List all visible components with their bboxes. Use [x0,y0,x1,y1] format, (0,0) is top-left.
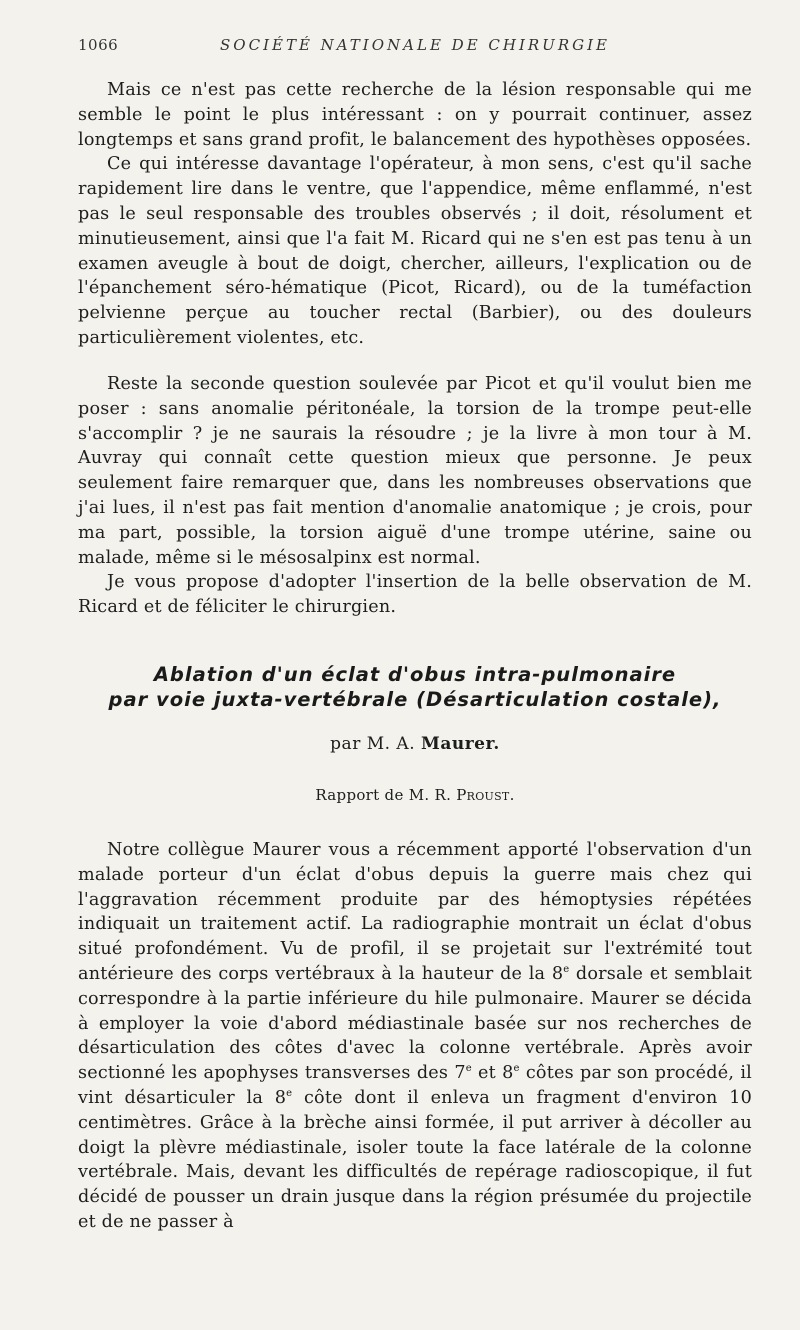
superscript: e [563,964,570,976]
running-title: SOCIÉTÉ NATIONALE DE CHIRURGIE [220,36,610,54]
text-run: dorsale et semblait correspondre à la partie inférieure du hile pulmonaire. Maurer se décida à employer la voie d'abord médiastinale basée sur nos recherches de désarticulation des côtes d'avec la colonne vertébrale. Après avoir sectionné les apophyses transverses des 7 [78,963,752,1084]
article-title-line-1: Ablation d'un éclat d'obus intra-pulmonaire [153,663,677,686]
text-run: côtes par son procédé, il vint désarticuler la 8 [78,1063,752,1108]
paragraph [78,838,752,1235]
byline-prefix: par M. A. [330,734,416,754]
superscript: e [513,1063,520,1075]
superscript: e [465,1063,472,1075]
page-number: 1066 [78,36,119,54]
discussion-block [78,78,752,351]
report-body [78,838,752,1235]
paragraph: Reste la seconde question soulevée par Picot et qu'il voulut bien me poser : sans anomalie péritonéale, la torsion de la trompe peut-elle s'accomplir ? je ne saurais la résoudre ; je la livre à mon tour à M. Auvray qui connaît cette question mieux que personne. Je peux seulement faire remarquer que, dans les nombreuses observations que j'ai lues, il n'est pas fait mention d'anomalie anatomique ; je crois, pour ma part, possible, la torsion aiguë d'une trompe utérine, saine ou malade, même si le mésosalpinx est normal. [78,374,752,568]
text-run: côte dont il enleva un fragment d'environ 10 centimètres. Grâce à la brèche ainsi formée, il put arriver à décoller au doigt la plèvre médiastinale, isoler toute la face latérale de la colonne vertébrale. Mais, devant les difficultés de repérage radioscopique, il fut décidé de pousser un drain jusque dans la région présumée du projectile et de ne passer à [78,1087,752,1232]
report-prefix: Rapport de M. R. [315,786,452,804]
paragraph: Ce qui intéresse davantage l'opérateur, à mon sens, c'est qu'il sache rapidement lire dans le ventre, que l'appendice, même enflammé, n'est pas le seul responsable des troubles observés ; il doit, résolument et minutieusement, ainsi que l'a fait M. Ricard qui ne s'en est pas tenu à un examen aveugle à bout de doigt, chercher, ailleurs, l'explication ou de l'épanchement séro-hématique (Picot, Ricard), ou de la tuméfaction pelvienne perçue au toucher rectal (Barbier), ou des douleurs particulièrement violentes, etc. [78,154,752,348]
reporter-name: Proust. [456,786,515,804]
text-run: et 8 [471,1063,514,1084]
paragraph: Je vous propose d'adopter l'insertion de la belle observation de M. Ricard et de féliciter le chirurgien. [78,572,752,618]
text-run: Notre collègue Maurer vous a récemment apporté l'observation d'un malade porteur d'un éclat d'obus depuis la guerre mais chez qui l'aggravation récemment produite par des hémoptysies répétées indiquait un traitement actif. La radiographie montrait un éclat d'obus situé profondément. Vu de profil, il se projetait sur l'extrémité tout antérieure des corps vertébraux à la hauteur de la 8 [78,840,752,984]
article-title [78,662,752,712]
article-title-line-2: par voie juxta-vertébrale (Désarticulation costale), [108,688,722,711]
superscript: e [286,1088,293,1100]
author-name: Maurer. [421,734,500,754]
running-header [78,36,752,58]
report-attribution [78,786,752,804]
paragraph: Mais ce n'est pas cette recherche de la lésion responsable qui me semble le point le plus intéressant : on y pourrait continuer, assez longtemps et sans grand profit, le balancement des hypothèses opposées. [78,80,752,150]
article-byline [78,734,752,754]
conclusion-block [78,372,752,620]
